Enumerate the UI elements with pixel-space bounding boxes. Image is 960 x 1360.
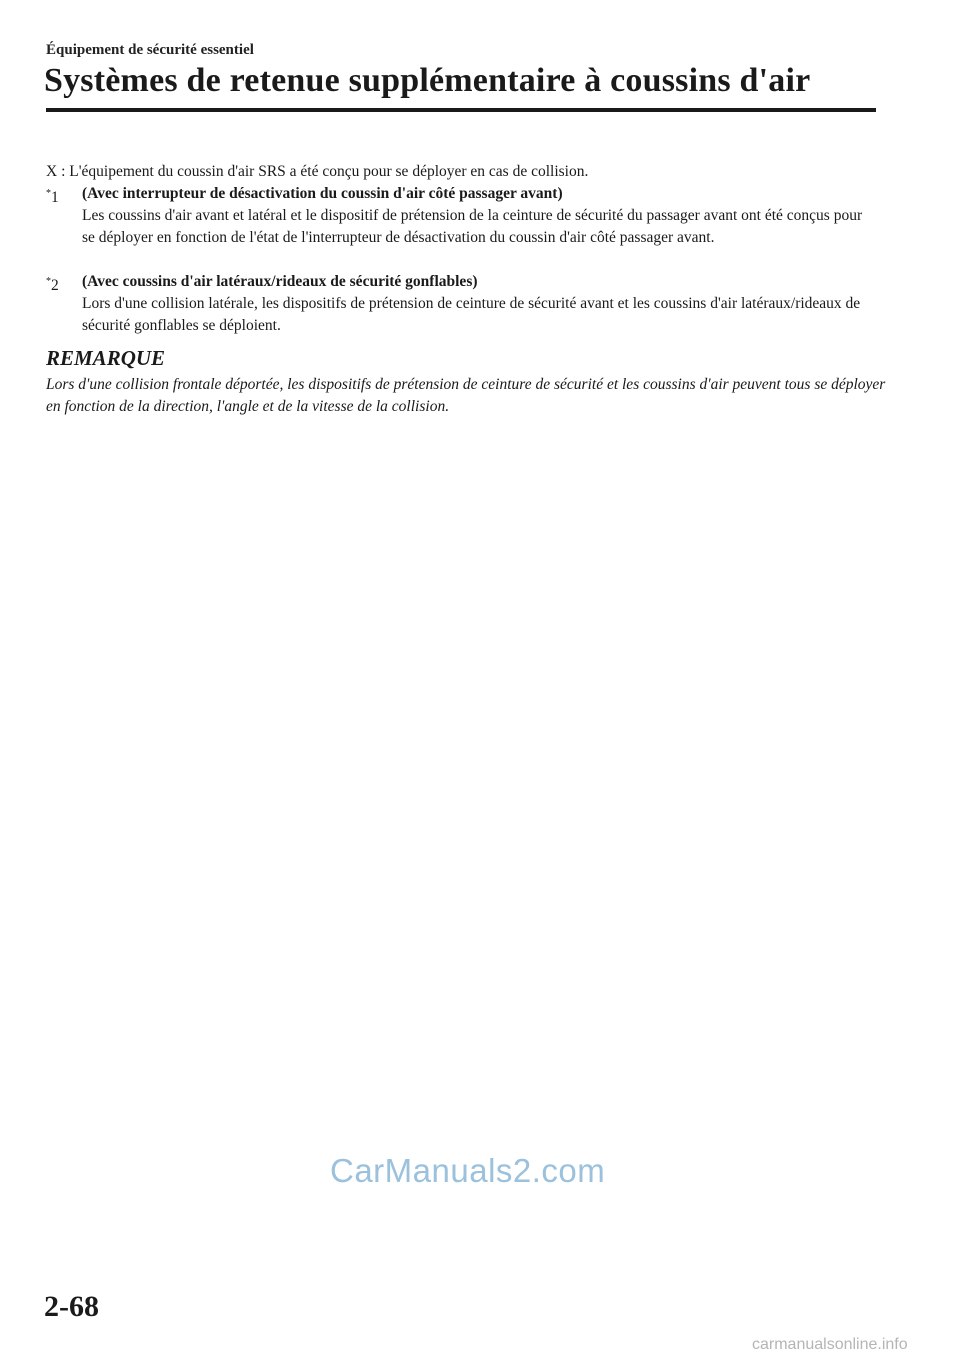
footnote-2-heading: (Avec coussins d'air latéraux/rideaux de sécurité gonflables) xyxy=(82,273,478,290)
page-title: Systèmes de retenue supplémentaire à coussins d'air xyxy=(44,62,811,99)
footnote-2-body: Lors d'une collision latérale, les dispositifs de prétension de ceinture de sécurité avant et les coussins d'air latéraux/rideaux de sécurité gonflables se déploient. xyxy=(82,295,861,334)
watermark: CarManuals2.com xyxy=(330,1152,606,1189)
footnote-2-marker: *2 xyxy=(46,276,59,294)
page-number: 2-68 xyxy=(44,1290,99,1323)
remark-text: Lors d'une collision frontale déportée, les dispositifs de prétension de ceinture de sécurité et les coussins d'air peuvent tous se déployer en fonction de la direction, l'angle et de la vitesse de la collision. xyxy=(46,376,886,415)
footnote-1-marker: *1 xyxy=(46,188,59,206)
section-label: Équipement de sécurité essentiel xyxy=(46,42,254,58)
remark-heading: REMARQUE xyxy=(46,346,166,370)
title-divider xyxy=(46,108,876,112)
footnote-1 xyxy=(46,183,876,249)
x-legend-line: X : L'équipement du coussin d'air SRS a été conçu pour se déployer en cas de collision. xyxy=(46,163,589,180)
footnote-1-body: Les coussins d'air avant et latéral et le dispositif de prétension de la ceinture de sécurité du passager avant ont été conçus pour se déployer en fonction de l'état de l'interrupteur de désactivation du coussin d'air côté passager avant. xyxy=(82,207,863,246)
footnote-2 xyxy=(46,271,876,337)
footnote-1-heading: (Avec interrupteur de désactivation du coussin d'air côté passager avant) xyxy=(82,185,563,202)
site-footer: carmanualsonline.info xyxy=(752,1336,908,1353)
